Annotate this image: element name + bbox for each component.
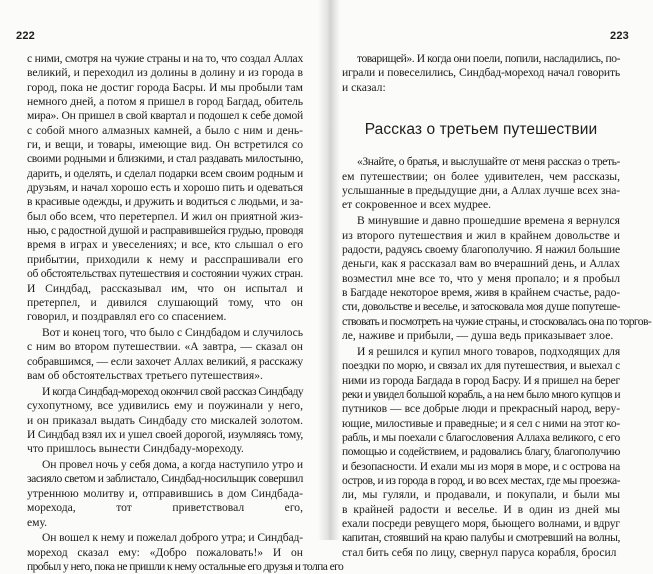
text-line: ющие, милостивые и праведные; и я сел с ними на этот ко-	[342, 416, 620, 430]
text-line: с собой много алмазных камней, а было с ним и день-	[27, 123, 303, 137]
text-line: рабль, и мы поехали с благословения Аллаха великого, с его	[342, 430, 620, 444]
text-line: ствовать и посмотреть на чужие страны, и стосковалась она по торгов-	[342, 314, 652, 328]
paragraph	[342, 214, 652, 343]
text-line: деньги, как я рассказал вам во вчерашний день, и Аллах	[342, 257, 620, 271]
text-line: время в играх и увеселениях; и все, кто слышал о его	[27, 238, 303, 252]
text-line: нью, с радостной душой и расправившейся грудью, проводя	[27, 224, 303, 238]
text-line: ем путешествии; он более удивителен, чем рассказы,	[342, 169, 620, 183]
text-line: вам об обстоятельствах третьего путешествия».	[27, 369, 263, 383]
paragraph	[342, 345, 620, 560]
text-line: из второго путешествия и жил в крайнем довольстве и	[342, 228, 620, 242]
text-line: ехали посреди ревущего моря, бьющего волнами, и вдруг	[342, 516, 620, 530]
page-number: 222	[16, 30, 35, 42]
text-line: играли и повеселились, Синдбад-мореход начал говорить	[342, 66, 620, 80]
text-line: претерпел, и дивился слушающий тому, что он	[27, 295, 303, 309]
text-line: мореход сказал ему: «Добро пожаловать!» И он	[27, 545, 303, 559]
page-number: 223	[610, 30, 629, 42]
text-line: ле, наживе и прибыли, — душа ведь приказывает злое.	[342, 329, 614, 342]
text-line: что пришлось вынести Синдбаду-мореходу.	[27, 442, 244, 456]
text-line: город, пока не достиг города Басры. И мы пробыли там	[27, 80, 303, 94]
text-line: ги, и вещи, и товары, имеющие вид. Он встретился со	[27, 138, 303, 152]
text-line: своими родными и близкими, и стал раздавать милостыню,	[27, 152, 303, 166]
text-line: с ними, смотря на чужие страны и на то, что создал Аллах	[27, 52, 303, 65]
text-line: И я решился и купил много товаров, подходящих для	[357, 344, 621, 358]
text-line: поездки по морю, и связал их для путешествия, и выехал с	[342, 359, 620, 373]
text-line: сти, довольстве и веселье, и затосковала моя душе попутеше-	[342, 300, 620, 314]
text-line: сухопутному, все удивились ему и поужинали у него,	[27, 399, 303, 413]
heading-spacer	[342, 95, 620, 123]
text-line: великий, и переходил из долины в долину и из города в	[27, 66, 303, 80]
text-line: засияло светом и заблистало, Синдбад-носильщик совершил	[27, 472, 303, 486]
text-line: в Багдаде некоторое время, живя в крайнем счастье, радо-	[342, 285, 620, 299]
text-line: собравшимся, — если захочет Аллах великий, я расскажу	[27, 354, 303, 368]
text-line: услышанные в предыдущие дни, а Аллах лучше всех зна-	[342, 184, 620, 198]
text-line: капитан, стоявший на краю палубы и смотревший на волны,	[342, 531, 620, 545]
text-line: И когда Синдбад-мореход окончил свой рассказ Синдбаду	[42, 384, 304, 398]
text-column	[342, 52, 652, 560]
text-line: товарищей». И когда они поели, попили, насладились, по-	[357, 52, 620, 65]
paragraph	[342, 52, 620, 95]
text-line: стал бить себя по лицу, свернул паруса корабля, бросил	[342, 545, 617, 559]
text-line: в крайней радости и веселье. И в один из дней мы	[342, 502, 620, 516]
text-line: друзьям, и начал хорошо есть и хорошо пить и одеваться	[27, 181, 303, 195]
text-line: дарить, и оделять, и сделал подарки всем своим родным и	[27, 166, 303, 180]
text-line: и он приказал выдать Синдбаду сто мискалей золотом.	[27, 413, 303, 427]
text-column	[27, 52, 344, 574]
text-line: говорил, и поздравлял его со спасением.	[27, 310, 227, 324]
text-line: мира». Он пришел в свой квартал и подошел к себе домой	[27, 109, 303, 123]
text-line: ет сокровенное и всех мудрее.	[342, 198, 491, 212]
text-line: В минувшие и давно прошедшие времена я вернулся	[357, 214, 620, 228]
paragraph	[27, 531, 344, 574]
text-line: прибытии, приходили к нему и расспрашивали его	[27, 252, 303, 266]
text-line: И Синдбад, рассказывал им, что он испытал и	[27, 281, 303, 295]
paragraph	[27, 458, 303, 530]
text-line: утреннюю молитву и, отправившись в дом Синдбада-	[27, 486, 303, 500]
text-line: был обо всем, что перетерпел. И жил он приятной жиз-	[27, 209, 303, 223]
heading-spacer	[342, 137, 620, 155]
text-line: остров, и из города в город, и во всех местах, где мы проезжа-	[342, 473, 620, 487]
text-line: путников — все добрые люди и прекрасный народ, веру-	[342, 402, 620, 416]
text-line: немного дней, а потом я пришел в город Багдад, обитель	[27, 95, 303, 109]
text-line: морехода, тот приветствовал его,	[27, 501, 303, 515]
text-line: возместил мне все то, что у меня пропало; и я пробыл	[342, 271, 620, 285]
text-line: пробыл у него, пока не пришли к нему остальные его друзья и толпа его	[27, 560, 344, 574]
chapter-heading: Рассказ о третьем путешествии	[364, 121, 598, 139]
text-line: ними из города Багдада в город Басру. И я пришел на берег	[342, 373, 620, 387]
text-line: помощью и содействием, и радовались благу, благополучию	[342, 445, 620, 459]
text-line: Он вошел к нему и пожелал доброго утра; и Синдбад-	[42, 531, 303, 545]
paragraph	[27, 385, 303, 457]
text-line: и безопасности. И ехали мы из моря в море, и с острова на	[342, 459, 620, 473]
right-page	[328, 0, 653, 559]
text-line: и сказал:	[342, 80, 386, 94]
text-line: Вот и конец того, что было с Синдбадом и случилось	[42, 326, 303, 340]
paragraph	[27, 326, 303, 383]
text-line: ли, мы гуляли, и продавали, и покупали, и были мы	[342, 488, 620, 502]
text-line: в красивые одежды, и дружить и водиться с людьми, и за-	[27, 195, 303, 209]
text-line: об обстоятельствах путешествия и состоянии чужих стран.	[27, 267, 303, 281]
text-line: ему.	[27, 515, 48, 529]
text-line: «Знайте, о братья, и выслушайте от меня рассказ о треть-	[357, 155, 620, 169]
text-line: реки и увидел большой корабль, а на нем было много купцов и	[342, 387, 620, 401]
paragraph	[27, 52, 303, 325]
text-line: с ним во втором путешествии. «А завтра, — сказал он	[27, 340, 303, 354]
paragraph	[342, 155, 620, 212]
text-line: радости, радуясь своему благополучию. Я нажил большие	[342, 242, 620, 256]
text-line: Он провел ночь у себя дома, а когда наступило утро и	[42, 458, 303, 472]
text-line: И Синдбад взял их и ушел своей дорогой, изумляясь тому,	[27, 427, 303, 441]
